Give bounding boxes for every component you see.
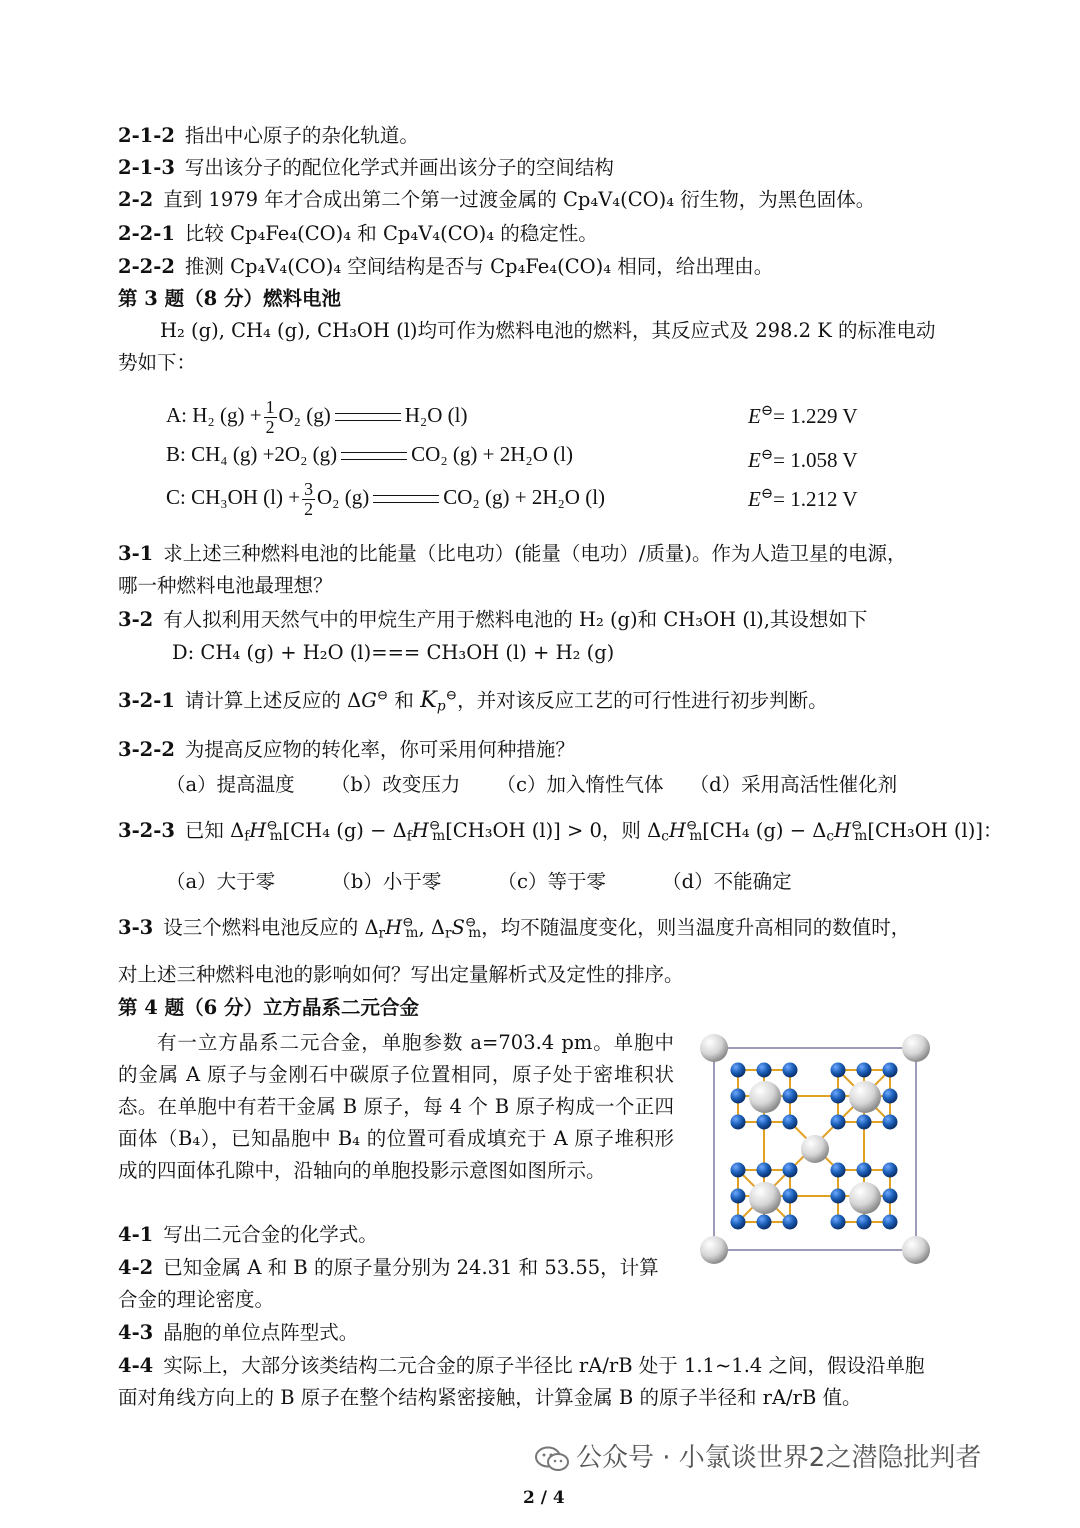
line-4-2: 4-2 已知金属 A 和 B 的原子量分别为 24.31 和 53.55，计算 [118, 1256, 659, 1279]
atom-b [883, 1215, 898, 1230]
line-4-1: 4-1 写出二元合金的化学式。 [118, 1223, 378, 1246]
atom-b [783, 1063, 798, 1078]
atom-a [749, 1081, 781, 1113]
options-3-2-2 [166, 769, 897, 797]
atom-b [783, 1215, 798, 1230]
atom-b [857, 1063, 872, 1078]
line-3-2: 3-2 有人拟利用天然气中的甲烷生产用于燃料电池的 H₂ (g)和 CH₃OH (l),其设想如下 [118, 608, 868, 631]
atom-a [849, 1182, 881, 1214]
atom-b [783, 1089, 798, 1104]
watermark: 公众号 · 小氯谈世界2之潜隐批判者 [534, 1437, 981, 1474]
atom-a [700, 1034, 728, 1062]
atom-a [849, 1081, 881, 1113]
line-2-1-3: 2-1-3 写出该分子的配位化学式并画出该分子的空间结构 [118, 156, 614, 179]
atom-b [783, 1115, 798, 1130]
line-3-2-1: 3-2-1 请计算上述反应的 ΔG⊖ 和 $K_p^⊖$，并对该反应工艺的可行性进行初步判断。 [118, 687, 828, 715]
line-2-2-1: 2-2-1 比较 Cp₄Fe₄(CO)₄ 和 Cp₄V₄(CO)₄ 的稳定性。 [118, 222, 598, 245]
emf-a: E⊖= 1.229 V [748, 402, 858, 428]
atom-a [700, 1236, 728, 1264]
option-d: （d）不能确定 [662, 870, 792, 893]
atom-b [831, 1115, 846, 1130]
line-2-2-2: 2-2-2 推测 Cp₄V₄(CO)₄ 空间结构是否与 Cp₄Fe₄(CO)₄ 相同，给出理由。 [118, 255, 774, 278]
atom-b [857, 1163, 872, 1178]
option-c: （c）等于零 [497, 870, 606, 893]
atom-b [883, 1063, 898, 1078]
atom-b [831, 1215, 846, 1230]
atom-a [749, 1182, 781, 1214]
atom-b [731, 1189, 746, 1204]
atom-b [757, 1063, 772, 1078]
option-a: （a）提高温度 [166, 773, 295, 796]
atom-a [801, 1135, 829, 1163]
option-a: （a）大于零 [166, 870, 276, 893]
atom-b [757, 1215, 772, 1230]
atom-b [831, 1163, 846, 1178]
option-b: （b）小于零 [331, 870, 442, 893]
page-number: 2 / 4 [523, 1488, 565, 1508]
atom-b [731, 1215, 746, 1230]
atom-b [831, 1063, 846, 1078]
line-3-3-cont: 对上述三种燃料电池的影响如何？写出定量解析式及定性的排序。 [118, 963, 684, 986]
atom-a [902, 1236, 930, 1264]
line-2-1-2: 2-1-2 指出中心原子的杂化轨道。 [118, 124, 419, 147]
atom-b [831, 1089, 846, 1104]
wechat-icon [534, 1446, 570, 1472]
option-b: （b）改变压力 [330, 773, 461, 796]
q3-intro-1: H₂ (g), CH₄ (g), CH₃OH (l)均可作为燃料电池的燃料，其反应式及 298.2 K 的标准电动 [160, 319, 936, 342]
atom-b [831, 1189, 846, 1204]
atom-b [883, 1089, 898, 1104]
line-3-3: 3-3 设三个燃料电池反应的 $\Delta_rH^⊖_m$, $\Delta_rS^⊖_m$，均不随温度变化，则当温度升高相同的数值时， [118, 914, 911, 942]
line-3-1-cont: 哪一种燃料电池最理想？ [118, 574, 333, 597]
emf-c: E⊖= 1.212 V [748, 485, 858, 511]
equation-d: D: CH₄ (g) + H₂O (l)=== CH₃OH (l) + H₂ (g) [172, 641, 615, 664]
line-4-3: 4-3 晶胞的单位点阵型式。 [118, 1321, 359, 1344]
atom-b [783, 1189, 798, 1204]
options-3-2-3 [166, 866, 792, 894]
atom-b [731, 1115, 746, 1130]
equation-b: B: CH₄ (g) +2O₂ (g) CO₂ (g) + 2H₂O (l) [166, 442, 573, 466]
line-4-4: 4-4 实际上，大部分该类结构二元合金的原子半径比 rA/rB 处于 1.1~1.4 之间，假设沿单胞 [118, 1354, 925, 1377]
option-d: （d）采用高活性催化剂 [689, 773, 898, 796]
q3-intro-2: 势如下： [118, 351, 197, 374]
atom-b [883, 1163, 898, 1178]
equation-a: A: H₂ (g) + $\frac{1}{2}$ O₂ (g) H₂O (l) [166, 397, 468, 437]
atom-b [883, 1115, 898, 1130]
line-3-2-3: 3-2-3 已知 $\Delta_fH^⊖_m[CH_4$ $(g) - \Delta_fH^⊖_m[CH_3OH$ (l)] > 0，则 $\Delta_cH^⊖_m[CH_4$ $(g) - \Delta_cH^⊖_m[CH_3OH$ (l)]： [118, 817, 1003, 845]
emf-b: E⊖= 1.058 V [748, 446, 858, 472]
atom-b [757, 1163, 772, 1178]
crystal-projection-diagram [690, 1028, 940, 1273]
atom-b [757, 1115, 772, 1130]
atom-a [902, 1034, 930, 1062]
option-c: （c）加入惰性气体 [496, 773, 664, 796]
atom-b [731, 1163, 746, 1178]
q4-heading: 第 4 题（6 分）立方晶系二元合金 [118, 996, 420, 1019]
atom-b [857, 1115, 872, 1130]
atom-b [883, 1189, 898, 1204]
atom-b [783, 1163, 798, 1178]
q3-heading: 第 3 题（8 分）燃料电池 [118, 287, 342, 310]
line-4-2-cont: 合金的理论密度。 [118, 1288, 275, 1311]
line-3-1: 3-1 求上述三种燃料电池的比能量（比电功）(能量（电功）/质量)。作为人造卫星的电源， [118, 542, 907, 565]
equation-c: C: CH₃OH (l) + $\frac{3}{2}$ O₂ (g) CO₂ (g) + 2H₂O (l) [166, 479, 606, 519]
atom-b [857, 1215, 872, 1230]
atom-b [731, 1089, 746, 1104]
q4-paragraph: 有一立方晶系二元合金，单胞参数 a=703.4 pm。单胞中的金属 A 原子与金刚石中碳原子位置相同，原子处于密堆积状态。在单胞中有若干金属 B 原子，每 4 个 B 原子构成一个正四面体（B₄），已知晶胞中 B₄ 的位置可看成填充于 A 原子堆积形成的四面体孔隙中，沿轴向的单胞投影示意图如图所示。 [118, 1031, 674, 1182]
line-3-2-2: 3-2-2 为提高反应物的转化率，你可采用何种措施？ [118, 738, 575, 761]
line-4-4-cont: 面对角线方向上的 B 原子在整个结构紧密接触，计算金属 B 的原子半径和 rA/rB 值。 [118, 1386, 862, 1409]
line-2-2: 2-2 直到 1979 年才合成出第二个第一过渡金属的 Cp₄V₄(CO)₄ 衍生物，为黑色固体。 [118, 188, 876, 211]
atom-b [731, 1063, 746, 1078]
